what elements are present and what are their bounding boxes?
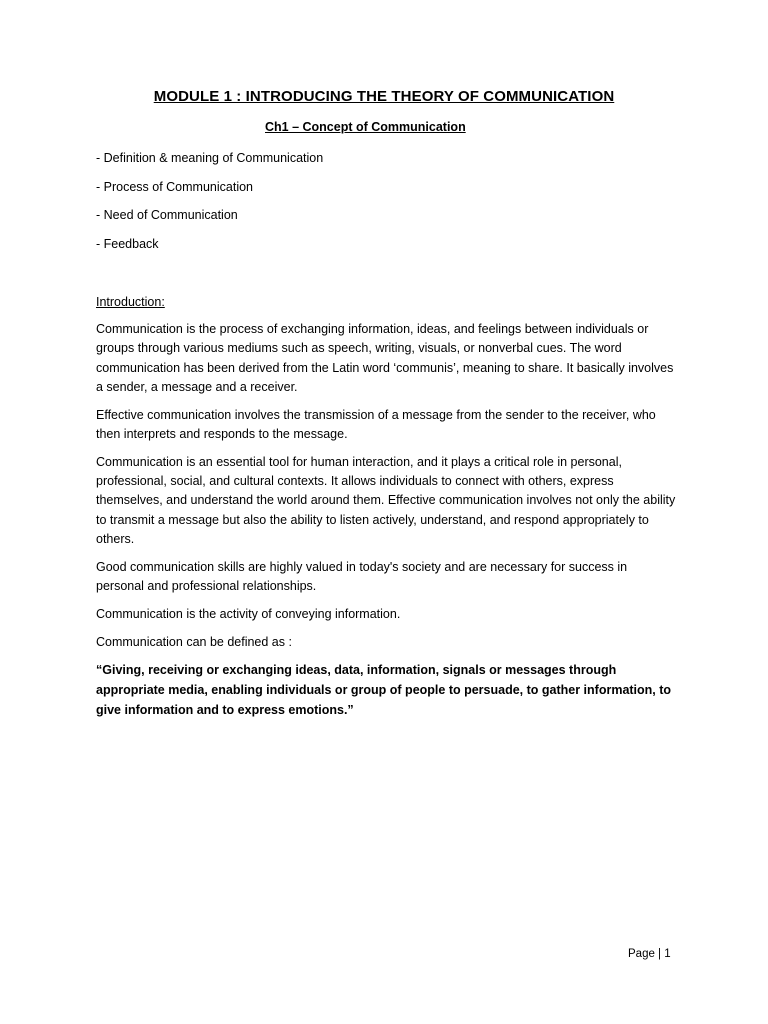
topic-item: - Need of Communication <box>96 208 238 223</box>
paragraph: Effective communication involves the transmission of a message from the sender to the receiver, who then interprets and responds to the message. <box>96 407 656 441</box>
paragraph: Good communication skills are highly valued in today's society and are necessary for success in personal and professional relationships. <box>96 559 628 594</box>
definition-quote: “Giving, receiving or exchanging ideas, data, information, signals or messages through appropriate media, enabling individuals or group of people to persuade, to gather information, to give information and to express emotions.” <box>96 663 672 718</box>
topic-item: - Feedback <box>96 236 159 251</box>
paragraph: Communication can be defined as : <box>96 634 292 649</box>
page-number: Page | 1 <box>628 948 671 960</box>
topic-list <box>96 150 323 264</box>
chapter-title: Ch1 – Concept of Communication <box>265 120 466 134</box>
content-body <box>96 293 676 720</box>
paragraph: Communication is the activity of conveying information. <box>96 606 401 621</box>
topic-item: - Definition & meaning of Communication <box>96 151 324 165</box>
paragraph: Communication is the process of exchanging information, ideas, and feelings between individuals or groups through various mediums such as speech, writing, visuals, or nonverbal cues. The word communication has been derived from the Latin word ‘communis’, meaning to share. It basically involves a sender, a message and a receiver. <box>96 322 674 394</box>
module-title: MODULE 1 : INTRODUCING THE THEORY OF COMMUNICATION <box>153 88 615 105</box>
paragraph: Communication is an essential tool for human interaction, and it plays a critical role in personal, professional, social, and cultural contexts. It allows individuals to connect with others, express themselves, and understand the world around them. Effective communication involves not only the ability to transmit a message but also the ability to listen actively, understand, and respond appropriately to others. <box>96 454 676 546</box>
introduction-heading: Introduction: <box>96 295 165 309</box>
topic-item: - Process of Communication <box>96 179 254 194</box>
